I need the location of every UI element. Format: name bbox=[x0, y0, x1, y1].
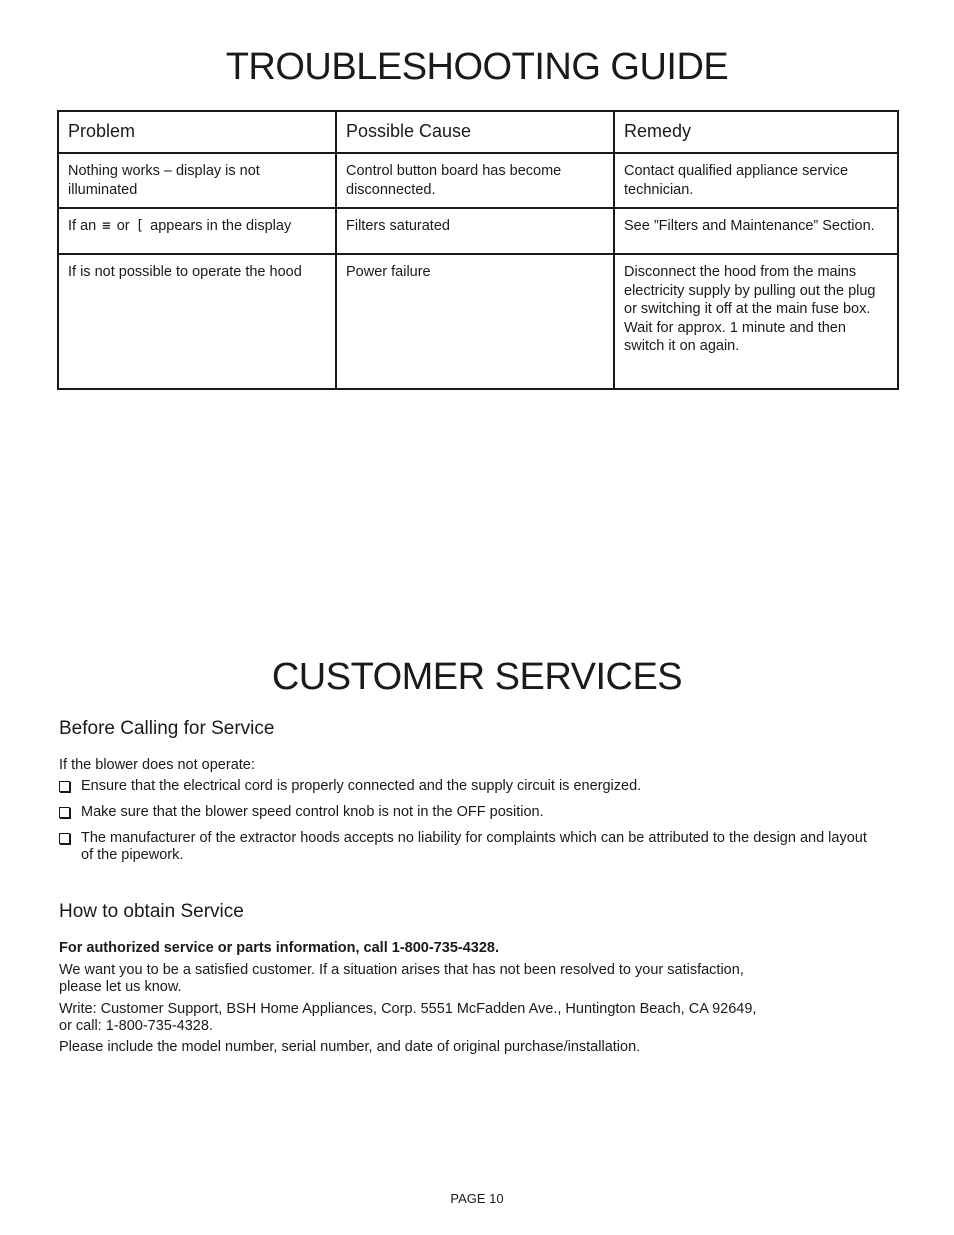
include-info-paragraph: Please include the model number, serial number, and date of original purchase/installation. bbox=[59, 1039, 641, 1055]
satisfaction-paragraph bbox=[59, 962, 819, 996]
troubleshooting-table bbox=[57, 110, 899, 390]
problem-prefix: If an bbox=[68, 218, 97, 234]
display-bracket-icon: [ bbox=[135, 218, 145, 234]
how-to-obtain-heading: How to obtain Service bbox=[59, 901, 244, 922]
before-calling-intro: If the blower does not operate: bbox=[59, 757, 255, 773]
remedy-line: Wait for approx. 1 minute and then switch it on again. bbox=[624, 319, 846, 354]
remedy-line: Disconnect the hood from the mains electricity supply by pulling out the plug or switching it off at the main fuse box. bbox=[624, 264, 876, 317]
remedy-cell bbox=[614, 254, 898, 389]
cause-cell: Power failure bbox=[336, 254, 614, 389]
header-problem: Problem bbox=[58, 111, 336, 153]
problem-cell bbox=[58, 208, 336, 254]
paragraph-line: or call: 1-800-735-4328. bbox=[59, 1018, 213, 1034]
checkbox-bullet-icon bbox=[59, 781, 70, 792]
list-item-text: Ensure that the electrical cord is properly connected and the supply circuit is energized. bbox=[81, 778, 642, 794]
problem-cell: Nothing works – display is not illuminated bbox=[58, 153, 336, 208]
problem-mid: or bbox=[116, 218, 130, 234]
address-paragraph bbox=[59, 1001, 819, 1035]
table-row bbox=[58, 153, 898, 208]
paragraph-line: We want you to be a satisfied customer. If a situation arises that has not been resolved to your satisfaction, bbox=[59, 962, 744, 978]
list-item bbox=[59, 830, 879, 864]
checkbox-bullet-icon bbox=[59, 807, 70, 818]
paragraph-line: please let us know. bbox=[59, 979, 182, 995]
table-row bbox=[58, 208, 898, 254]
display-segment-icon: ≡ bbox=[102, 218, 111, 234]
problem-suffix: appears in the display bbox=[150, 218, 292, 234]
checklist bbox=[59, 778, 879, 873]
list-item-text: The manufacturer of the extractor hoods accepts no liability for complaints which can be attributed to the design and layout of the pipework. bbox=[81, 830, 867, 863]
remedy-cell: See ”Filters and Maintenance” Section. bbox=[614, 208, 898, 254]
page-number: PAGE 10 bbox=[450, 1191, 504, 1206]
cause-cell: Filters saturated bbox=[336, 208, 614, 254]
table-header-row bbox=[58, 111, 898, 153]
customer-services-title: CUSTOMER SERVICES bbox=[271, 656, 683, 698]
list-item bbox=[59, 778, 879, 795]
cause-cell: Control button board has become disconnected. bbox=[336, 153, 614, 208]
list-item-text: Make sure that the blower speed control knob is not in the OFF position. bbox=[81, 804, 544, 820]
paragraph-line: Write: Customer Support, BSH Home Appliances, Corp. 5551 McFadden Ave., Huntington Beach, CA 92649, bbox=[59, 1001, 757, 1017]
remedy-cell: Contact qualified appliance service technician. bbox=[614, 153, 898, 208]
troubleshooting-title: TROUBLESHOOTING GUIDE bbox=[225, 46, 729, 88]
checkbox-bullet-icon bbox=[59, 833, 70, 844]
table-row bbox=[58, 254, 898, 389]
service-phone-line: For authorized service or parts information, call 1-800-735-4328. bbox=[59, 940, 499, 956]
before-calling-heading: Before Calling for Service bbox=[59, 718, 275, 739]
problem-cell: If is not possible to operate the hood bbox=[58, 254, 336, 389]
header-possible-cause: Possible Cause bbox=[336, 111, 614, 153]
header-remedy: Remedy bbox=[614, 111, 898, 153]
list-item bbox=[59, 804, 879, 821]
